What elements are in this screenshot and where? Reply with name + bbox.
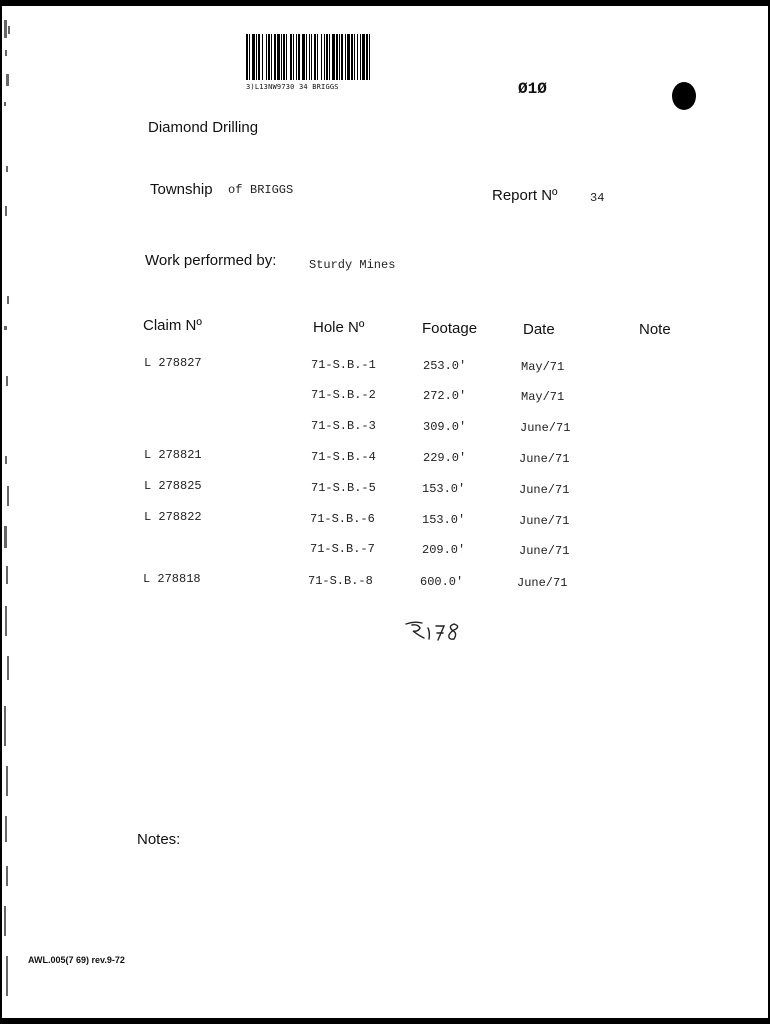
claim-cell: L 278818 [143,572,201,586]
column-header-note: Note [639,321,671,338]
work-performed-value: Sturdy Mines [309,258,396,272]
hole-cell: 71-S.B.-7 [310,542,375,556]
date-cell: June/71 [520,421,571,435]
date-cell: June/71 [519,483,570,497]
scan-edge-noise [2,6,16,1018]
date-cell: June/71 [519,514,570,528]
hole-cell: 71-S.B.-4 [311,450,376,464]
document-page [2,6,768,1018]
hole-cell: 71-S.B.-8 [308,574,373,588]
date-cell: June/71 [517,576,568,590]
claim-cell: L 278825 [144,479,202,493]
work-performed-label: Work performed by: [145,252,277,269]
column-header-date: Date [523,321,555,338]
column-header-claim: Claim Nº [143,317,202,334]
punch-hole [672,82,696,110]
footage-cell: 209.0' [422,543,466,557]
report-label: Report Nº [492,187,558,204]
date-cell: June/71 [519,544,570,558]
claim-cell: L 278827 [144,356,202,370]
document-title: Diamond Drilling [148,119,259,136]
township-of: of [228,183,243,197]
footage-cell: 153.0' [422,482,466,496]
form-code: Ø1Ø [518,80,547,98]
report-number: 34 [590,191,605,205]
township-value: BRIGGS [250,183,294,197]
footage-cell: 229.0' [423,451,467,465]
footage-cell: 153.0' [422,513,466,527]
column-header-footage: Footage [422,320,478,337]
date-cell: May/71 [521,390,565,404]
footage-cell: 253.0' [423,359,467,373]
hole-cell: 71-S.B.-2 [311,388,376,402]
barcode [246,34,464,80]
hole-cell: 71-S.B.-3 [311,419,376,433]
barcode-label: 3)L13NW9730 34 BRIGGS [246,83,339,91]
claim-cell: L 278821 [144,448,202,462]
township-label: Township [150,181,213,198]
footage-cell: 309.0' [423,420,467,434]
date-cell: May/71 [521,360,565,374]
hole-cell: 71-S.B.-6 [310,512,375,526]
claim-cell: L 278822 [144,510,202,524]
form-id: AWL.005(7 69) rev.9-72 [28,955,125,965]
hole-cell: 71-S.B.-5 [311,481,376,495]
column-header-hole: Hole Nº [313,319,365,336]
handwritten-note [404,618,470,646]
notes-label: Notes: [137,831,181,848]
footage-cell: 600.0' [420,575,464,589]
hole-cell: 71-S.B.-1 [311,358,376,372]
date-cell: June/71 [519,452,570,466]
footage-cell: 272.0' [423,389,467,403]
